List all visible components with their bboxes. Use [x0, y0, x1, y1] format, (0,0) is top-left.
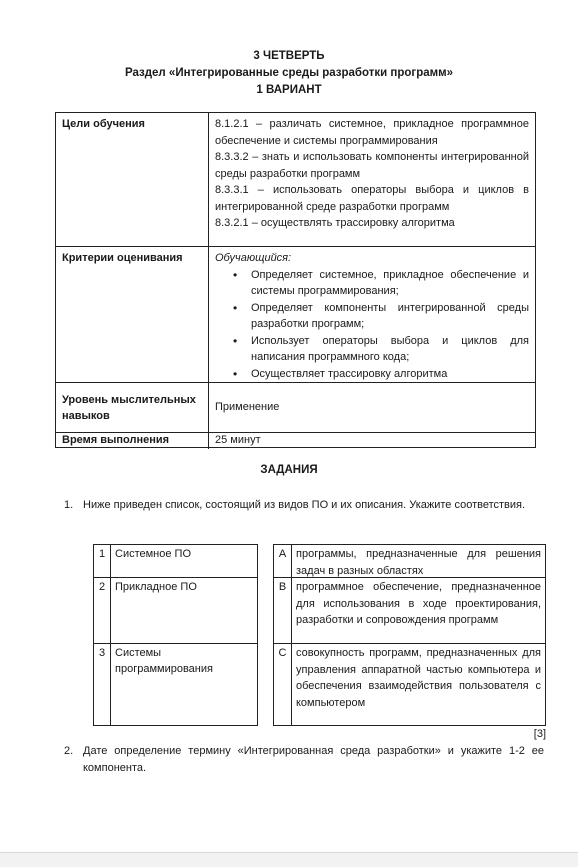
quarter-heading: 3 ЧЕТВЕРТЬ [253, 50, 325, 62]
description-row [274, 545, 545, 578]
goal-item: 8.3.3.2 – знать и использовать компоненты интегрированной среды разработки программ [215, 151, 529, 180]
time-row [56, 433, 535, 449]
page-edge [0, 852, 578, 867]
criteria-item: • Определяет системное, прикладное обеспечение и системы программирования; [215, 267, 529, 300]
criteria-item: • Осуществляет трассировку алгоритма [215, 366, 529, 383]
question-text: Дате определение термину «Интегрированная среда разработки» и укажите 1-2 ее компонента. [83, 745, 544, 774]
time-value: 25 минут [215, 434, 261, 446]
goal-item: 8.1.2.1 – различать системное, прикладное программное обеспечение и системы программирования [215, 118, 529, 147]
question-number: 2. [64, 745, 74, 757]
software-type-row [94, 644, 257, 725]
criteria-intro: Обучающийся: [215, 252, 292, 264]
software-types-table [93, 544, 258, 726]
question-1 [64, 497, 544, 514]
row-number: 1 [94, 545, 111, 577]
info-table [55, 112, 536, 448]
criteria-row [56, 247, 535, 383]
goals-row [56, 113, 535, 247]
row-letter: C [274, 644, 292, 725]
section-heading: Раздел «Интегрированные среды разработки программ» [124, 67, 454, 79]
level-row [56, 383, 535, 433]
question-number: 1. [64, 499, 74, 511]
software-type-name: Системное ПО [115, 548, 192, 560]
description-text: программы, предназначенные для решения задач в разных областях [296, 548, 541, 577]
row-number: 3 [94, 644, 111, 725]
variant-heading: 1 ВАРИАНТ [256, 84, 322, 96]
description-row [274, 578, 545, 644]
criteria-item: • Определяет компоненты интегрированной среды разработки программ; [215, 300, 529, 333]
software-type-row [94, 578, 257, 644]
goals-cell [209, 113, 535, 246]
software-type-row [94, 545, 257, 578]
row-letter: B [274, 578, 292, 643]
goal-item: 8.3.3.1 – использовать операторы выбора и циклов в интегрированной среде разработки программ [215, 184, 529, 213]
score-marker: [3] [533, 728, 546, 740]
description-text: совокупность программ, предназначенных для управления аппаратной частью компьютера и обеспечения взаимодействия пользователя с компьютером [296, 647, 541, 709]
description-text: программное обеспечение, предназначенное для использования в ходе проектирования, разработки и сопровождения программ [296, 581, 541, 626]
row-letter: A [274, 545, 292, 577]
criteria-cell [209, 247, 535, 382]
goals-label: Цели обучения [56, 113, 209, 246]
description-row [274, 644, 545, 725]
software-type-name: Системы программирования [115, 647, 213, 675]
question-text: Ниже приведен список, состоящий из видов ПО и их описания. Укажите соответствия. [83, 499, 526, 511]
descriptions-table [273, 544, 546, 726]
question-2 [64, 743, 544, 777]
level-value: Применение [215, 401, 280, 414]
software-type-name: Прикладное ПО [115, 581, 197, 593]
row-number: 2 [94, 578, 111, 643]
criteria-label: Критерии оценивания [56, 247, 209, 382]
goal-item: 8.3.2.1 – осуществлять трассировку алгоритма [215, 217, 455, 229]
tasks-title: ЗАДАНИЯ [260, 464, 318, 476]
level-label: Уровень мыслительных навыков [56, 383, 209, 432]
criteria-item: • Использует операторы выбора и циклов для написания программного кода; [215, 333, 529, 366]
time-label: Время выполнения [56, 433, 209, 449]
